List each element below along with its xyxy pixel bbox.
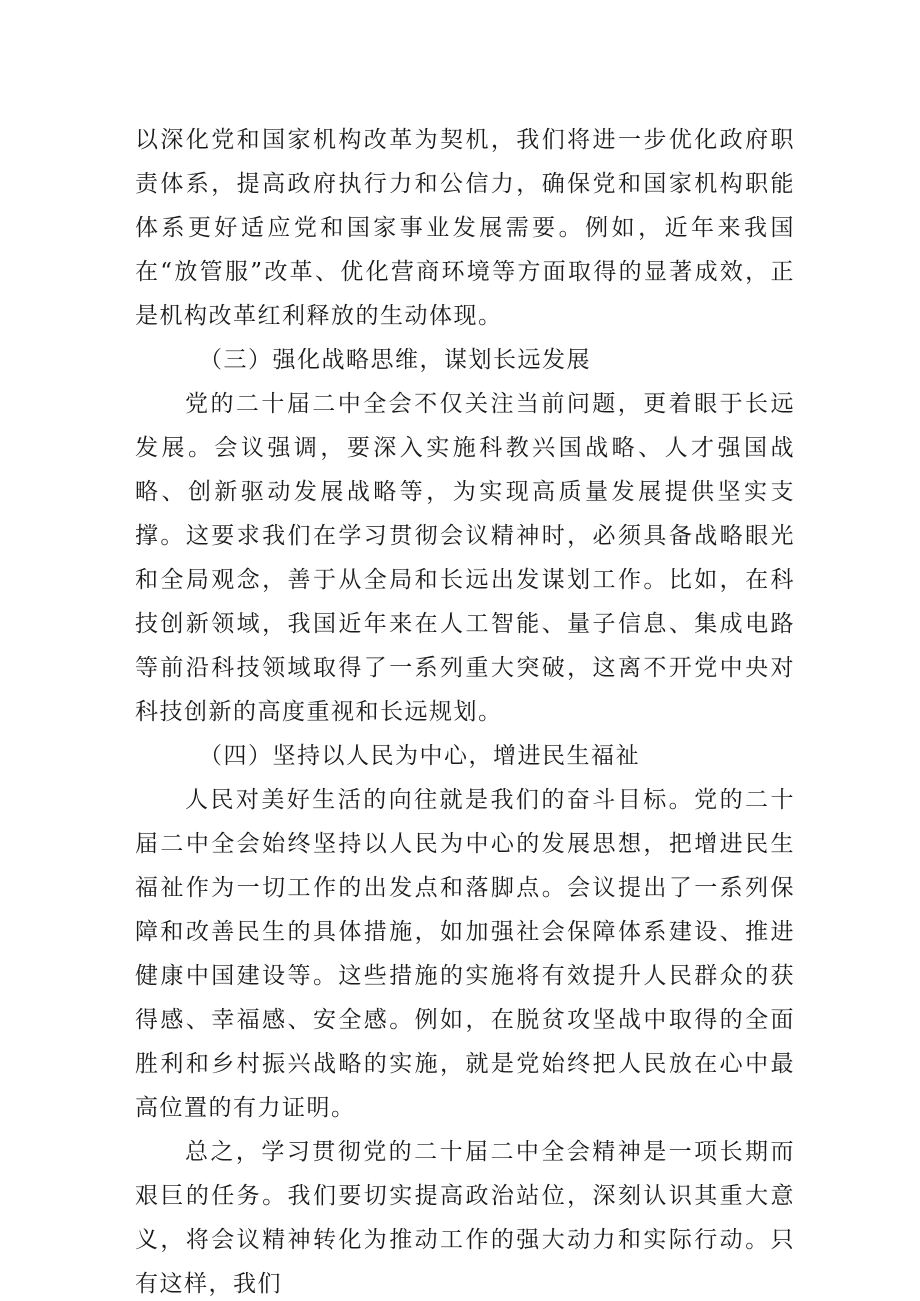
paragraph-people-centered: 人民对美好生活的向往就是我们的奋斗目标。党的二十届二中全会始终坚持以人民为中心的发展思想，把增进民生福祉作为一切工作的出发点和落脚点。会议提出了一系列保障和改善民生的具体措施，如加强社会保障体系建设、推进健康中国建设等。这些措施的实施将有效提升人民群众的获得感、幸福感、安全感。例如，在脱贫攻坚战中取得的全面胜利和乡村振兴战略的实施，就是党始终把人民放在心中最高位置的有力证明。 bbox=[135, 787, 795, 1121]
section-heading-people-centered: （四）坚持以人民为中心，增进民生福祉 bbox=[199, 743, 640, 769]
paragraph-strategic-thinking: 党的二十届二中全会不仅关注当前问题，更着眼于长远发展。会议强调，要深入实施科教兴国战略、人才强国战略、创新驱动发展战略等，为实现高质量发展提供坚实支撑。这要求我们在学习贯彻会议精神时，必须具备战略眼光和全局观念，善于从全局和长远出发谋划工作。比如，在科技创新领域，我国近年来在人工智能、量子信息、集成电路等前沿科技领域取得了一系列重大突破，这离不开党中央对科技创新的高度重视和长远规划。 bbox=[135, 391, 795, 725]
document-body bbox=[135, 118, 795, 1301]
paragraph-reform-continuation: 以深化党和国家机构改革为契机，我们将进一步优化政府职责体系，提高政府执行力和公信力，确保党和国家机构职能体系更好适应党和国家事业发展需要。例如，近年来我国在“放管服”改革、优化营商环境等方面取得的显著成效，正是机构改革红利释放的生动体现。 bbox=[135, 127, 795, 329]
section-heading-strategic-thinking: （三）强化战略思维，谋划长远发展 bbox=[199, 347, 591, 373]
paragraph-conclusion: 总之，学习贯彻党的二十届二中全会精神是一项长期而艰巨的任务。我们要切实提高政治站位，深刻认识其重大意义，将会议精神转化为推动工作的强大动力和实际行动。只有这样，我们 bbox=[135, 1139, 795, 1297]
